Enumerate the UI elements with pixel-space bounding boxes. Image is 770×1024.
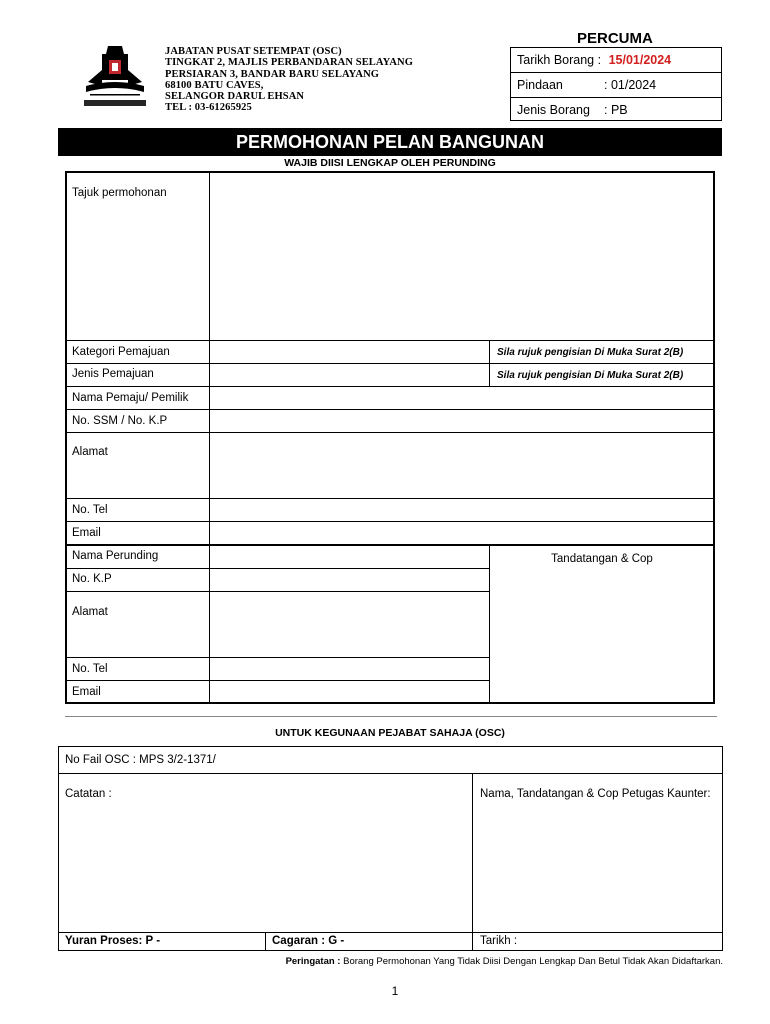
page-subtitle: WAJIB DIISI LENGKAP OLEH PERUNDING: [284, 157, 496, 169]
address-line: PERSIARAN 3, BANDAR BARU SELAYANG: [165, 68, 380, 80]
kategori-note: Sila rujuk pengisian Di Muka Surat 2(B): [497, 347, 684, 358]
percuma-label: PERCUMA: [577, 30, 653, 47]
alamat-label: Alamat: [72, 446, 108, 458]
info-row-pindaan: [511, 73, 721, 97]
kp-label: No. K.P: [72, 573, 112, 585]
kategori-label: Kategori Pemajuan: [72, 346, 170, 358]
osc-address: [165, 46, 413, 114]
nama-pemaju-label: Nama Pemaju/ Pemilik: [72, 392, 189, 404]
perunding-tel-label: No. Tel: [72, 663, 108, 675]
tandatangan-label: Tandatangan & Cop: [551, 553, 653, 565]
peringatan-note: [58, 956, 723, 967]
yuran-label: Yuran Proses: P -: [65, 935, 161, 947]
form-info-box: [510, 47, 722, 121]
page-title: PERMOHONAN PELAN BANGUNAN: [58, 128, 722, 156]
mps-logo: [80, 44, 150, 110]
nama-perunding-label: Nama Perunding: [72, 550, 159, 562]
tandatangan-area[interactable]: [491, 570, 713, 702]
nama-perunding-field[interactable]: [211, 547, 488, 567]
petugas-label: Nama, Tandatangan & Cop Petugas Kaunter:: [480, 788, 711, 800]
perunding-tel-field[interactable]: [211, 659, 488, 679]
address-line: SELANGOR DARUL EHSAN: [165, 91, 305, 103]
perunding-email-field[interactable]: [211, 682, 488, 702]
cagaran-label: Cagaran : G -: [272, 935, 345, 947]
peringatan-text: Borang Permohonan Yang Tidak Diisi Dengan Lengkap Dan Betul Tidak Akan Didaftarkan.: [340, 956, 723, 967]
tel-label: No. Tel: [72, 504, 108, 516]
catatan-field[interactable]: [60, 804, 470, 930]
info-value: : 01/2024: [604, 78, 657, 92]
address-line: TINGKAT 2, MAJLIS PERBANDARAN SELAYANG: [165, 57, 413, 69]
info-label: Jenis Borang: [517, 103, 590, 117]
no-fail-label: No Fail OSC : MPS 3/2-1371/: [65, 754, 216, 766]
jenis-field[interactable]: [211, 365, 487, 385]
catatan-label: Catatan :: [65, 788, 112, 800]
address-line: 68100 BATU CAVES,: [165, 79, 264, 91]
ssm-field[interactable]: [211, 411, 713, 431]
jenis-note: Sila rujuk pengisian Di Muka Surat 2(B): [497, 370, 684, 381]
tel-field[interactable]: [211, 500, 713, 520]
info-label: Tarikh Borang :: [517, 53, 602, 67]
ssm-label: No. SSM / No. K.P: [72, 415, 168, 427]
email-field[interactable]: [211, 523, 713, 543]
address-line: JABATAN PUSAT SETEMPAT (OSC): [165, 46, 342, 57]
tajuk-label: Tajuk permohonan: [72, 187, 167, 199]
perunding-alamat-label: Alamat: [72, 606, 108, 618]
alamat-field[interactable]: [211, 434, 713, 497]
info-row-tarikh: [511, 48, 721, 72]
page-number: 1: [391, 984, 399, 998]
address-line: TEL : 03-61265925: [165, 102, 252, 114]
info-value: 15/01/2024: [608, 53, 672, 67]
kp-field[interactable]: [211, 570, 488, 590]
tarikh-label: Tarikh :: [480, 935, 518, 947]
office-heading: UNTUK KEGUNAAN PEJABAT SAHAJA (OSC): [275, 727, 505, 739]
tajuk-field[interactable]: [211, 174, 713, 338]
jenis-label: Jenis Pemajuan: [72, 368, 154, 380]
info-row-jenis: [511, 98, 721, 122]
email-label: Email: [72, 527, 101, 539]
peringatan-label: Peringatan :: [285, 956, 341, 967]
perunding-alamat-field[interactable]: [211, 593, 488, 656]
info-value: : PB: [604, 103, 628, 117]
info-label: Pindaan: [517, 78, 563, 92]
kategori-field[interactable]: [211, 342, 487, 362]
perunding-email-label: Email: [72, 686, 101, 698]
nama-pemaju-field[interactable]: [211, 388, 713, 408]
